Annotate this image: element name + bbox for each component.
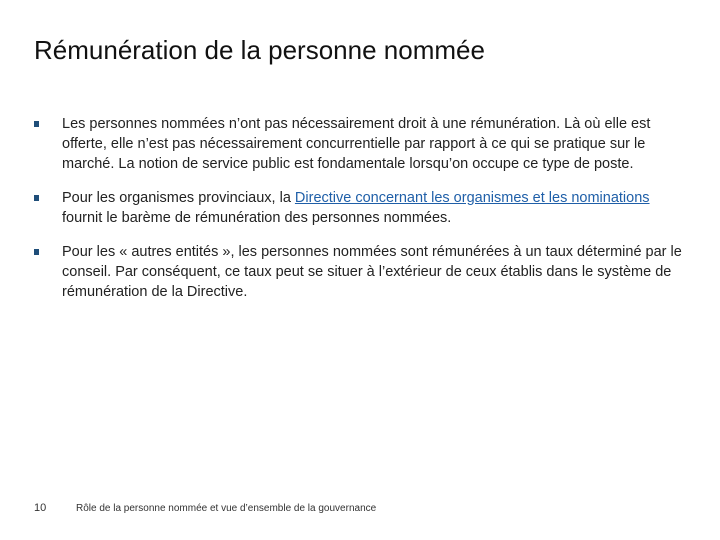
square-bullet-icon: [34, 195, 39, 201]
page-number: 10: [34, 502, 47, 514]
bullet-text: Pour les « autres entités », les personnes nommées sont rémunérées à un taux déterminé par le conseil. Par conséquent, ce taux peut se situer à l’extérieur de ceux établis dans le système de rémunération de la Directive.: [62, 244, 682, 300]
bullet-item: [34, 114, 690, 174]
square-bullet-icon: [34, 121, 39, 127]
bullet-text: Les personnes nommées n’ont pas nécessairement droit à une rémunération. Là où elle est offerte, elle n’est pas nécessairement concurrentielle par rapport à ce qui se pratique sur le marché. La notion de service public est fondamentale lorsqu’on occupe ce type de poste.: [62, 116, 651, 172]
directive-link[interactable]: Directive concernant les organismes et les nominations: [294, 190, 650, 206]
bullet-list: [34, 114, 690, 316]
square-bullet-icon: [34, 249, 39, 255]
slide-title: Rémunération de la personne nommée: [34, 35, 485, 65]
bullet-text-prefix: Pour les organismes provinciaux, la: [62, 190, 295, 206]
bullet-item: [34, 188, 690, 228]
footer-text: Rôle de la personne nommée et vue d’ensemble de la gouvernance: [76, 503, 377, 514]
bullet-item: [34, 242, 690, 302]
bullet-text-suffix: fournit le barème de rémunération des personnes nommées.: [62, 210, 452, 226]
